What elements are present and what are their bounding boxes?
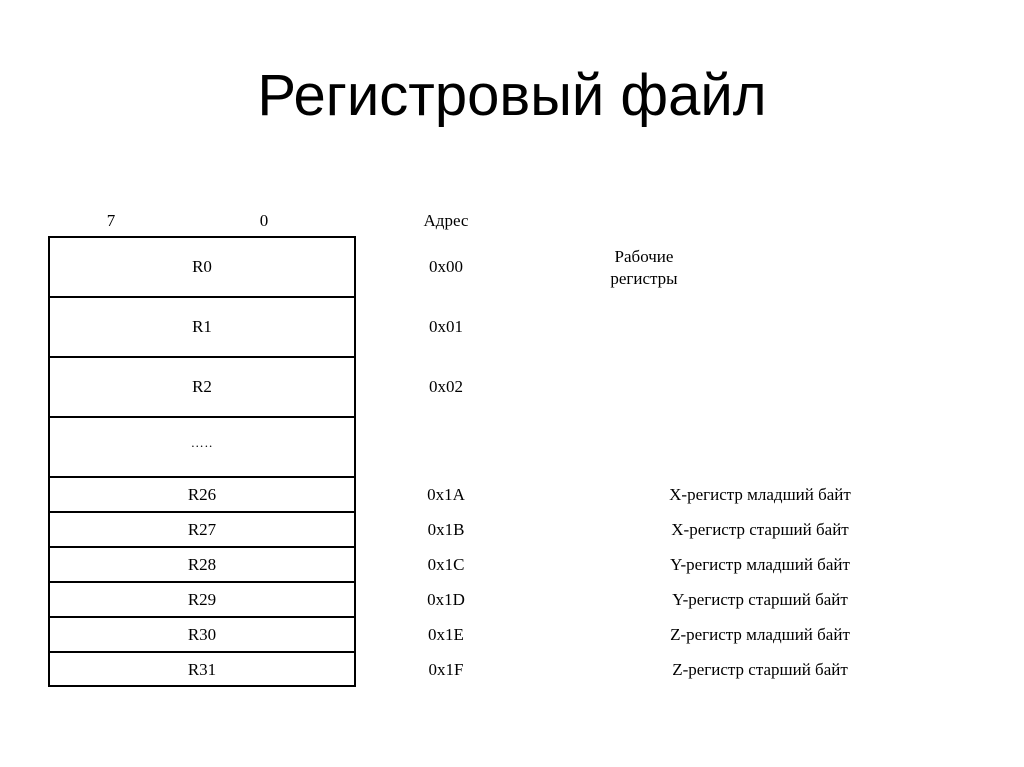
- register-cell: R0: [192, 256, 212, 276]
- register-cell: …..: [190, 435, 214, 450]
- register-cell: R28: [187, 554, 217, 574]
- register-description: Y-регистр младший байт: [670, 554, 850, 574]
- register-address: 0x1C: [427, 554, 465, 574]
- register-description: Y-регистр старший байт: [672, 589, 848, 609]
- row-divider: [50, 356, 354, 358]
- bit-7-label: 7: [106, 211, 116, 230]
- register-address: 0x1B: [427, 519, 465, 539]
- row-divider: [50, 651, 354, 653]
- register-cell: R30: [187, 624, 217, 644]
- row-divider: [50, 546, 354, 548]
- row-divider: [50, 511, 354, 513]
- register-cell: R27: [187, 519, 217, 539]
- register-address: 0x1F: [428, 659, 464, 679]
- register-description: Z-регистр старший байт: [672, 659, 848, 679]
- row-divider: [50, 296, 354, 298]
- register-table: [48, 236, 356, 687]
- address-header: Адрес: [423, 211, 469, 230]
- register-cell: R31: [187, 659, 217, 679]
- row-divider: [50, 581, 354, 583]
- register-address: 0x02: [429, 377, 463, 396]
- bit-0-label: 0: [259, 211, 269, 230]
- page-title: Регистровый файл: [257, 63, 767, 128]
- register-description: X-регистр старший байт: [671, 519, 849, 539]
- register-cell: R1: [192, 317, 212, 336]
- register-address: 0x00: [429, 256, 463, 276]
- working-registers-label-line2: регистры: [610, 269, 678, 288]
- register-description: X-регистр младший байт: [669, 484, 851, 504]
- register-address: 0x1A: [427, 484, 465, 504]
- register-cell: R2: [192, 377, 212, 396]
- working-registers-label-line1: Рабочие: [614, 247, 674, 266]
- row-divider: [50, 416, 354, 418]
- register-cell: R29: [187, 589, 217, 609]
- register-address: 0x1D: [427, 589, 465, 609]
- register-cell: R26: [187, 484, 217, 504]
- working-registers-label: [584, 246, 704, 290]
- register-address: 0x01: [429, 317, 463, 336]
- register-description: Z-регистр младший байт: [670, 624, 850, 644]
- row-divider: [50, 616, 354, 618]
- register-address: 0x1E: [428, 624, 464, 644]
- row-divider: [50, 476, 354, 478]
